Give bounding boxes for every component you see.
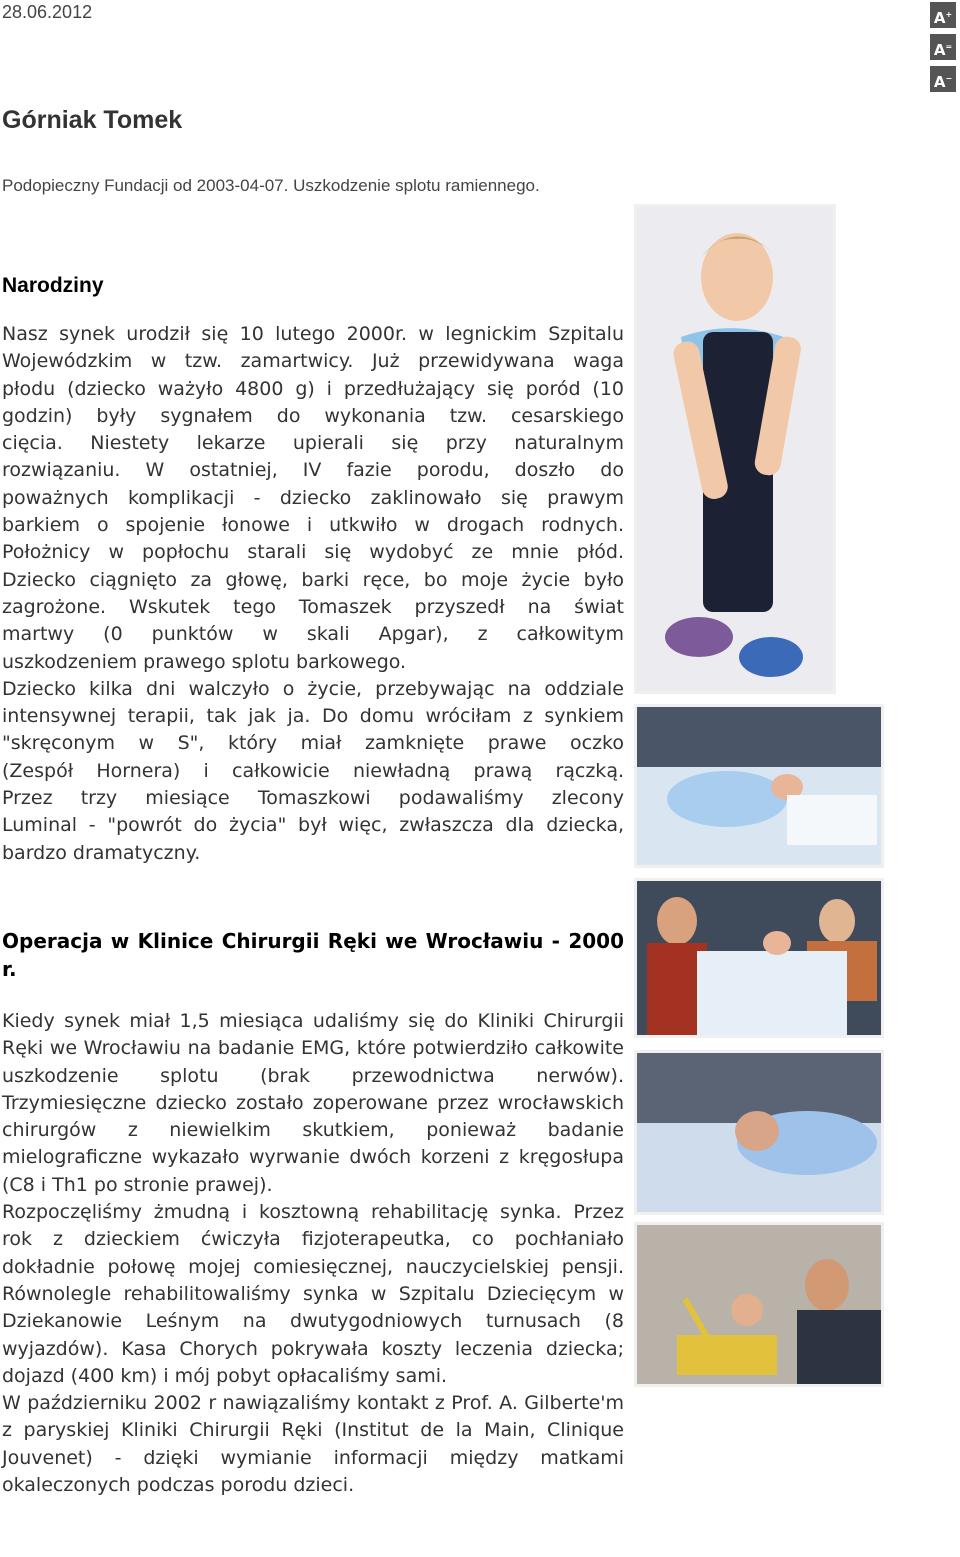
paragraph: Rozpoczęliśmy żmudną i kosztowną rehabilitację synka. Przez rok z dzieckiem ćwiczyła fizjoterapeutka, co pochłaniało dokładnie połowę mojej comiesięcznej, nauczycielskiej pensji. Równolegle rehabilitowaliśmy synka w Szpitalu Dziecięcym w Dziekanowie Leśnym na dwutygodniowych turnusach (8 wyjazdów). Kasa Chorych pokrywała koszty leczenia dziecka; dojazd (400 km) i mój pobyt opłacaliśmy sami. bbox=[2, 1201, 624, 1387]
section-surgery-text bbox=[2, 1008, 624, 1499]
text-line: Dziecko kilka dni walczyło o życie, przebywając na oddziale bbox=[2, 677, 624, 700]
font-decrease-button[interactable] bbox=[930, 66, 956, 92]
section-heading-surgery: Operacja w Klinice Chirurgii Ręki we Wrocławiu - 2000 r. bbox=[2, 929, 624, 981]
section-birth-text bbox=[2, 321, 624, 867]
date-label: 28.06.2012 bbox=[2, 2, 93, 22]
text-line: płodu (dziecko ważyło 4800 g) i przedłużający się poród (10 bbox=[2, 377, 624, 400]
text-line: intensywnej terapii, tak jak ja. Do domu wróciłam z synkiem bbox=[2, 705, 624, 728]
photo-father-son-toy bbox=[634, 1222, 884, 1387]
photo-parents-bedside bbox=[634, 878, 884, 1038]
text-line: uszkodzeniem prawego splotu barkowego. bbox=[2, 650, 407, 673]
subtitle: Podopieczny Fundacji od 2003-04-07. Uszkodzenie splotu ramiennego. bbox=[2, 176, 540, 195]
text-line: barkiem o spojenie łonowe i utkwiło w drogach rodnych. bbox=[2, 514, 624, 537]
section-heading-birth: Narodziny bbox=[2, 274, 104, 297]
text-line: zagrożone. Wskutek tego Tomaszek przyszedł na świat bbox=[2, 595, 624, 618]
font-decrease-icon: A− bbox=[933, 73, 953, 91]
text-line: Wojewódzkim w tzw. zamartwicy. Już przewidywana waga bbox=[2, 350, 624, 373]
page-title: Górniak Tomek bbox=[2, 106, 183, 134]
text-line: poważnych komplikacji - dziecko zaklinowało się prawym bbox=[2, 486, 624, 509]
font-increase-icon: A+ bbox=[933, 9, 953, 27]
text-line: Luminal - "powrót do życia" był więc, zwłaszcza dla dziecka, bbox=[2, 814, 624, 837]
text-line: rozwiązaniu. W ostatniej, IV fazie porodu, doszło do bbox=[2, 459, 624, 482]
text-line: bardzo dramatyczny. bbox=[2, 841, 201, 864]
text-line: godzin) były sygnałem do wykonania tzw. cesarskiego bbox=[2, 404, 624, 427]
text-line: Dziecko ciągnięto za głowę, barki ręce, bo moje życie było bbox=[2, 568, 624, 591]
font-increase-button[interactable] bbox=[930, 2, 956, 28]
font-normal-icon: A= bbox=[933, 41, 953, 59]
text-line: Położnicy w popłochu starali się wydobyć ze mnie płód. bbox=[2, 541, 624, 564]
paragraph: Kiedy synek miał 1,5 miesiąca udaliśmy się do Kliniki Chirurgii Ręki we Wrocławiu na badanie EMG, które potwierdziło całkowite uszkodzenie splotu (brak przewodnictwa nerwów). Trzymiesięczne dziecko zostało zoperowane przez wrocławskich chirurgów z niewielkim skutkiem, ponieważ badanie mielograficzne wykazało wyrwanie dwóch korzeni z kręgosłupa (C8 i Th1 po stronie prawej). bbox=[2, 1010, 624, 1196]
photo-baby-hospital-bed bbox=[634, 704, 884, 868]
text-line: "skręconym w S", który miał zamknięte prawe oczko bbox=[2, 732, 624, 755]
text-line: martwy (0 punktów w skali Apgar), z całkowitym bbox=[2, 623, 624, 646]
text-line: Nasz synek urodził się 10 lutego 2000r. w legnickim Szpitalu bbox=[2, 323, 624, 345]
font-normal-button[interactable] bbox=[930, 34, 956, 60]
paragraph: W październiku 2002 r nawiązaliśmy kontakt z Prof. A. Gilberte'm z paryskiej Kliniki Chirurgii Ręki (Institut de la Main, Clinique Jouvenet) - dzięki wymianie informacji między matkami okaleczonych podczas porodu dzieci. bbox=[2, 1392, 624, 1497]
photo-toddler-standing bbox=[634, 204, 836, 694]
text-line: cięcia. Niestety lekarze upierali się przy naturalnym bbox=[2, 432, 624, 455]
photo-child-sleeping bbox=[634, 1050, 884, 1215]
text-line: Przez trzy miesiące Tomaszkowi podawaliśmy zlecony bbox=[2, 787, 624, 810]
text-line: (Zespół Hornera) i całkowicie niewładną prawą rączką. bbox=[2, 759, 624, 782]
